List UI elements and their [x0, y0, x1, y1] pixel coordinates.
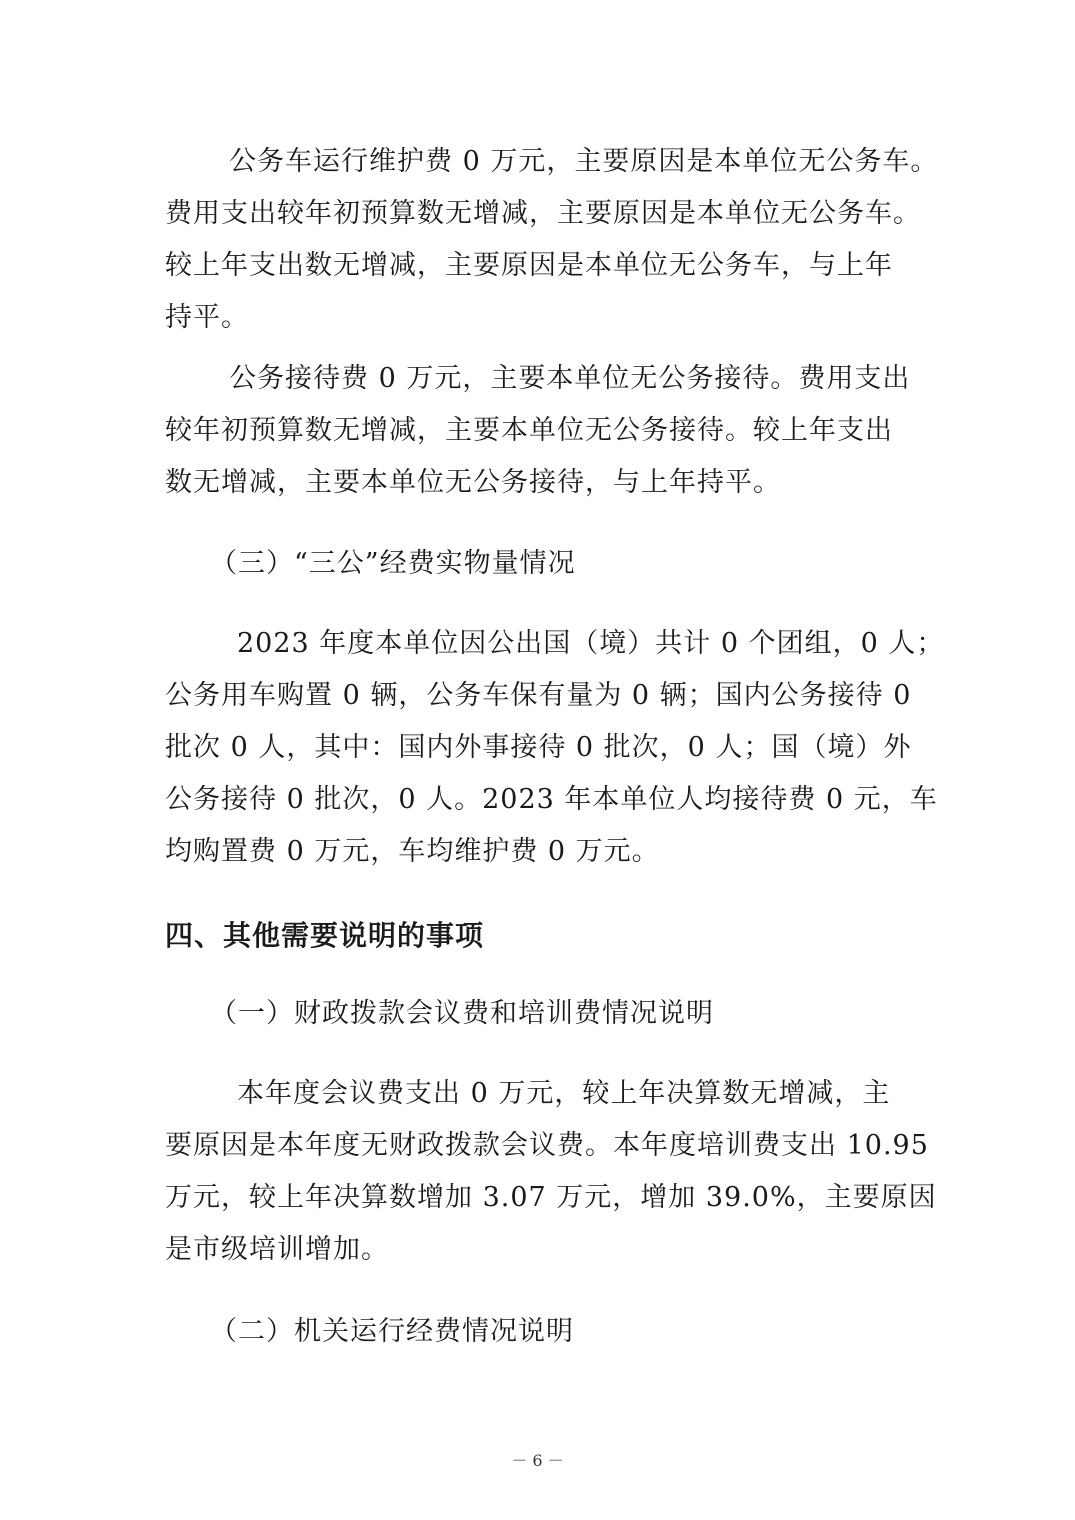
text-line: 批次 0 人，其中：国内外事接待 0 批次，0 人；国（境）外 — [165, 732, 912, 763]
text-line: 均购置费 0 万元，车均维护费 0 万元。 — [165, 836, 660, 867]
text-line: 公务车运行维护费 0 万元，主要原因是本单位无公务车。 — [229, 146, 939, 177]
text-line: 公务接待 0 批次，0 人。2023 年本单位人均接待费 0 元，车 — [165, 784, 938, 815]
page-number: － 6 － — [511, 1451, 564, 1470]
paragraph-car-maintenance — [165, 136, 939, 344]
paragraph-meeting-training — [165, 1068, 937, 1276]
text-line: 2023 年度本单位因公出国（境）共计 0 个团组，0 人； — [237, 628, 945, 659]
subheading-three-public-quantity: （三）“三公”经费实物量情况 — [210, 548, 576, 579]
text-line: 数无增减，主要本单位无公务接待，与上年持平。 — [165, 467, 781, 498]
text-line: 费用支出较年初预算数无增减，主要原因是本单位无公务车。 — [165, 198, 921, 229]
paragraph-physical-quantity — [165, 618, 945, 878]
text-line: 较上年支出数无增减，主要原因是本单位无公务车，与上年 — [165, 250, 893, 281]
text-line: 是市级培训增加。 — [165, 1234, 389, 1265]
text-line: 要原因是本年度无财政拨款会议费。本年度培训费支出 10.95 — [165, 1130, 929, 1161]
text-line: 万元，较上年决算数增加 3.07 万元，增加 39.0%，主要原因 — [165, 1182, 937, 1213]
subheading-operating-expenses: （二）机关运行经费情况说明 — [210, 1316, 574, 1347]
text-line: 本年度会议费支出 0 万元，较上年决算数无增减，主 — [237, 1078, 891, 1109]
text-line: 较年初预算数无增减，主要本单位无公务接待。较上年支出 — [165, 415, 893, 446]
section-heading-four: 四、其他需要说明的事项 — [165, 919, 485, 952]
text-line: 公务接待费 0 万元，主要本单位无公务接待。费用支出 — [229, 363, 911, 394]
paragraph-reception — [165, 353, 915, 509]
text-line: 公务用车购置 0 辆，公务车保有量为 0 辆；国内公务接待 0 — [165, 680, 912, 711]
subheading-meeting-training: （一）财政拨款会议费和培训费情况说明 — [210, 998, 714, 1029]
text-line: 持平。 — [165, 302, 249, 333]
